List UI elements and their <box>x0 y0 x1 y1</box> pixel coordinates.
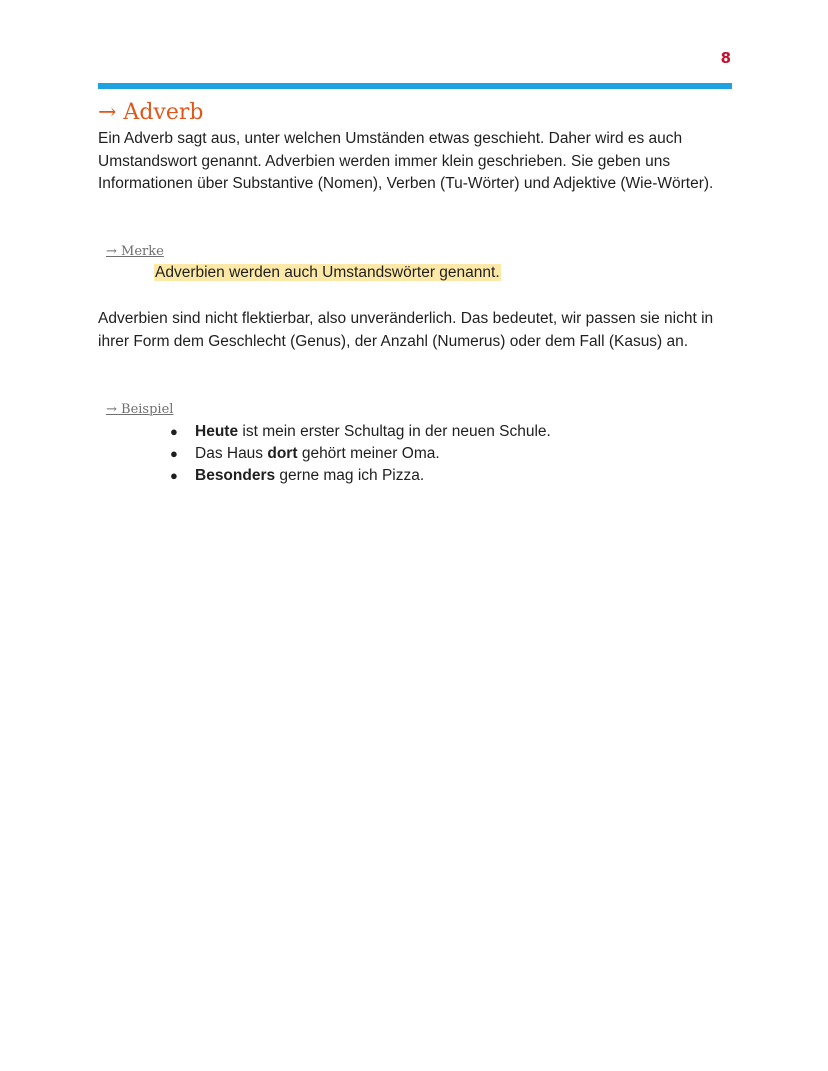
example-text-after: gerne mag ich Pizza. <box>275 467 425 484</box>
inflection-paragraph: Adverbien sind nicht flektierbar, also unveränderlich. Das bedeutet, wir passen sie nicht in ihrer Form dem Geschlecht (Genus), der Anzahl (Numerus) oder dem Fall (Kasus) an. <box>98 310 714 350</box>
bullet-icon: ● <box>170 468 178 483</box>
merke-link[interactable]: → Merke <box>106 244 164 259</box>
example-item <box>166 443 551 465</box>
merke-note <box>154 262 501 284</box>
page-number: 8 <box>720 49 731 67</box>
bullet-icon: ● <box>170 446 178 461</box>
header-rule <box>98 83 732 89</box>
example-text-before: Das Haus <box>195 445 268 462</box>
example-text-after: gehört meiner Oma. <box>297 445 440 462</box>
bullet-icon: ● <box>170 424 178 439</box>
highlighted-note-text: Adverbien werden auch Umstandswörter genannt. <box>155 264 500 281</box>
intro-paragraph: Ein Adverb sagt aus, unter welchen Umständen etwas geschieht. Daher wird es auch Umstandswort genannt. Adverbien werden immer klein geschrieben. Sie geben uns Informationen über Substantive (Nomen), Verben (Tu-Wörter) und Adjektive (Wie-Wörter). <box>98 130 714 192</box>
example-adverb: Heute <box>195 423 239 440</box>
example-item <box>166 465 551 487</box>
example-adverb: dort <box>267 445 298 462</box>
example-text-after: ist mein erster Schultag in der neuen Schule. <box>238 423 551 440</box>
example-adverb: Besonders <box>195 467 276 484</box>
example-item <box>166 421 551 443</box>
example-list <box>166 421 551 487</box>
section-heading: → Adverb <box>98 100 204 125</box>
beispiel-link[interactable]: → Beispiel <box>106 402 174 417</box>
